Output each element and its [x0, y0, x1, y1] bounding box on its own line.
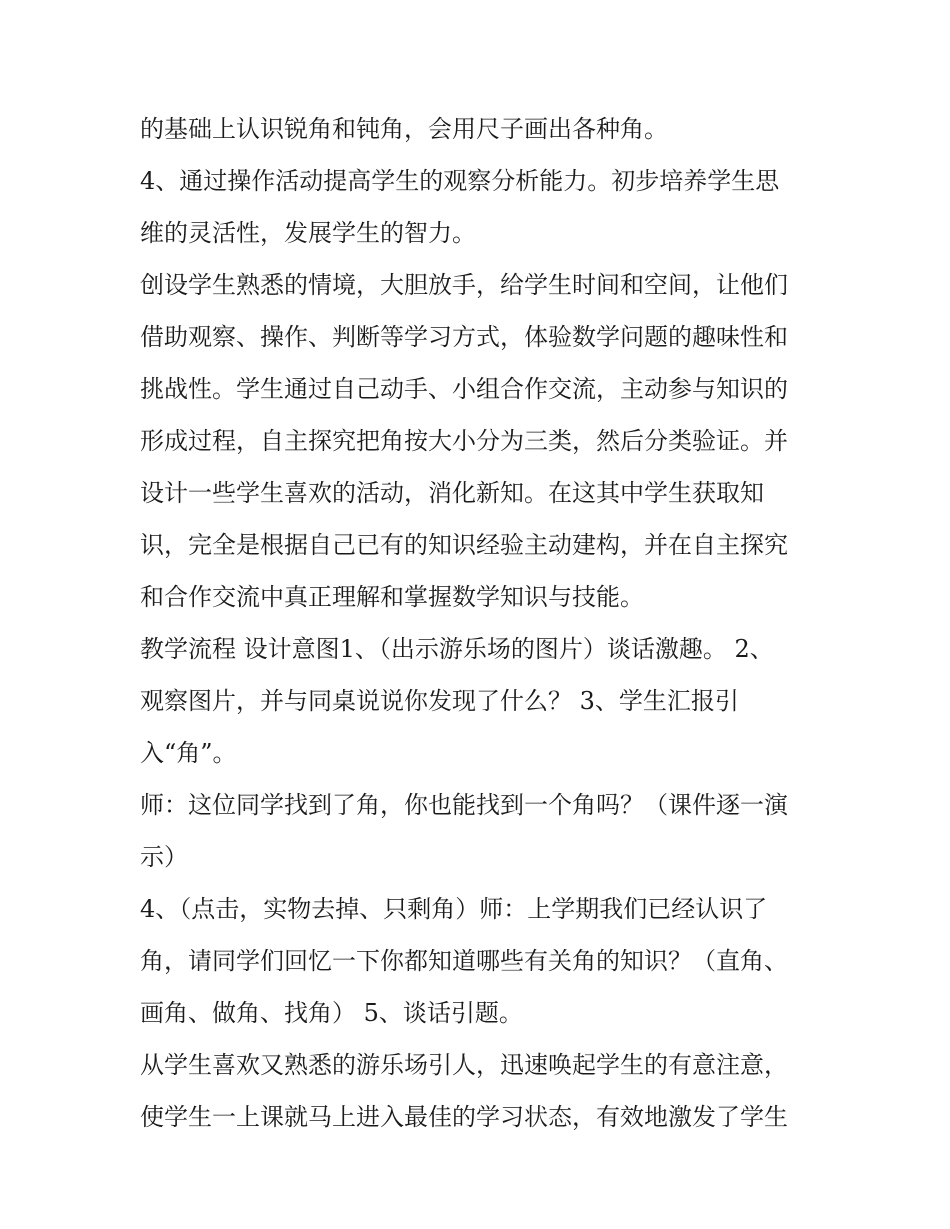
text-line: 的基础上认识锐角和钝角，会用尺子画出各种角。	[140, 115, 668, 143]
text-line: 示）	[140, 843, 188, 871]
text-line: 师：这位同学找到了角，你也能找到一个角吗？（课件逐一演	[140, 791, 788, 819]
text-line: 识，完全是根据自己已有的知识经验主动建构，并在自主探究	[140, 531, 788, 559]
document-body	[140, 103, 830, 1143]
text-line: 画角、做角、找角） 5、谈话引题。	[140, 999, 523, 1027]
text-line: 4、（点击，实物去掉、只剩角）师：上学期我们已经认识了	[140, 895, 768, 923]
text-line: 观察图片，并与同桌说说你发现了什么？ 3、学生汇报引	[140, 687, 739, 715]
text-line: 角，请同学们回忆一下你都知道哪些有关角的知识？（直角、	[140, 947, 788, 975]
text-line: 从学生喜欢又熟悉的游乐场引人，迅速唤起学生的有意注意，	[140, 1051, 788, 1079]
text-line: 使学生一上课就马上进入最佳的学习状态，有效地激发了学生	[140, 1103, 788, 1131]
text-line: 挑战性。学生通过自己动手、小组合作交流，主动参与知识的	[140, 375, 788, 403]
text-line: 创设学生熟悉的情境，大胆放手，给学生时间和空间，让他们	[140, 271, 788, 299]
text-line: 4、通过操作活动提高学生的观察分析能力。初步培养学生思	[140, 167, 780, 195]
text-line: 设计一些学生喜欢的活动，消化新知。在这其中学生获取知	[140, 479, 764, 507]
text-line: 和合作交流中真正理解和掌握数学知识与技能。	[140, 583, 644, 611]
text-line: 入“角”。	[140, 739, 237, 767]
text-line: 借助观察、操作、判断等学习方式，体验数学问题的趣味性和	[140, 323, 788, 351]
text-line: 维的灵活性，发展学生的智力。	[140, 219, 476, 247]
text-line: 形成过程，自主探究把角按大小分为三类，然后分类验证。并	[140, 427, 788, 455]
text-line: 教学流程 设计意图1、（出示游乐场的图片）谈话激趣。 2、	[140, 635, 774, 663]
